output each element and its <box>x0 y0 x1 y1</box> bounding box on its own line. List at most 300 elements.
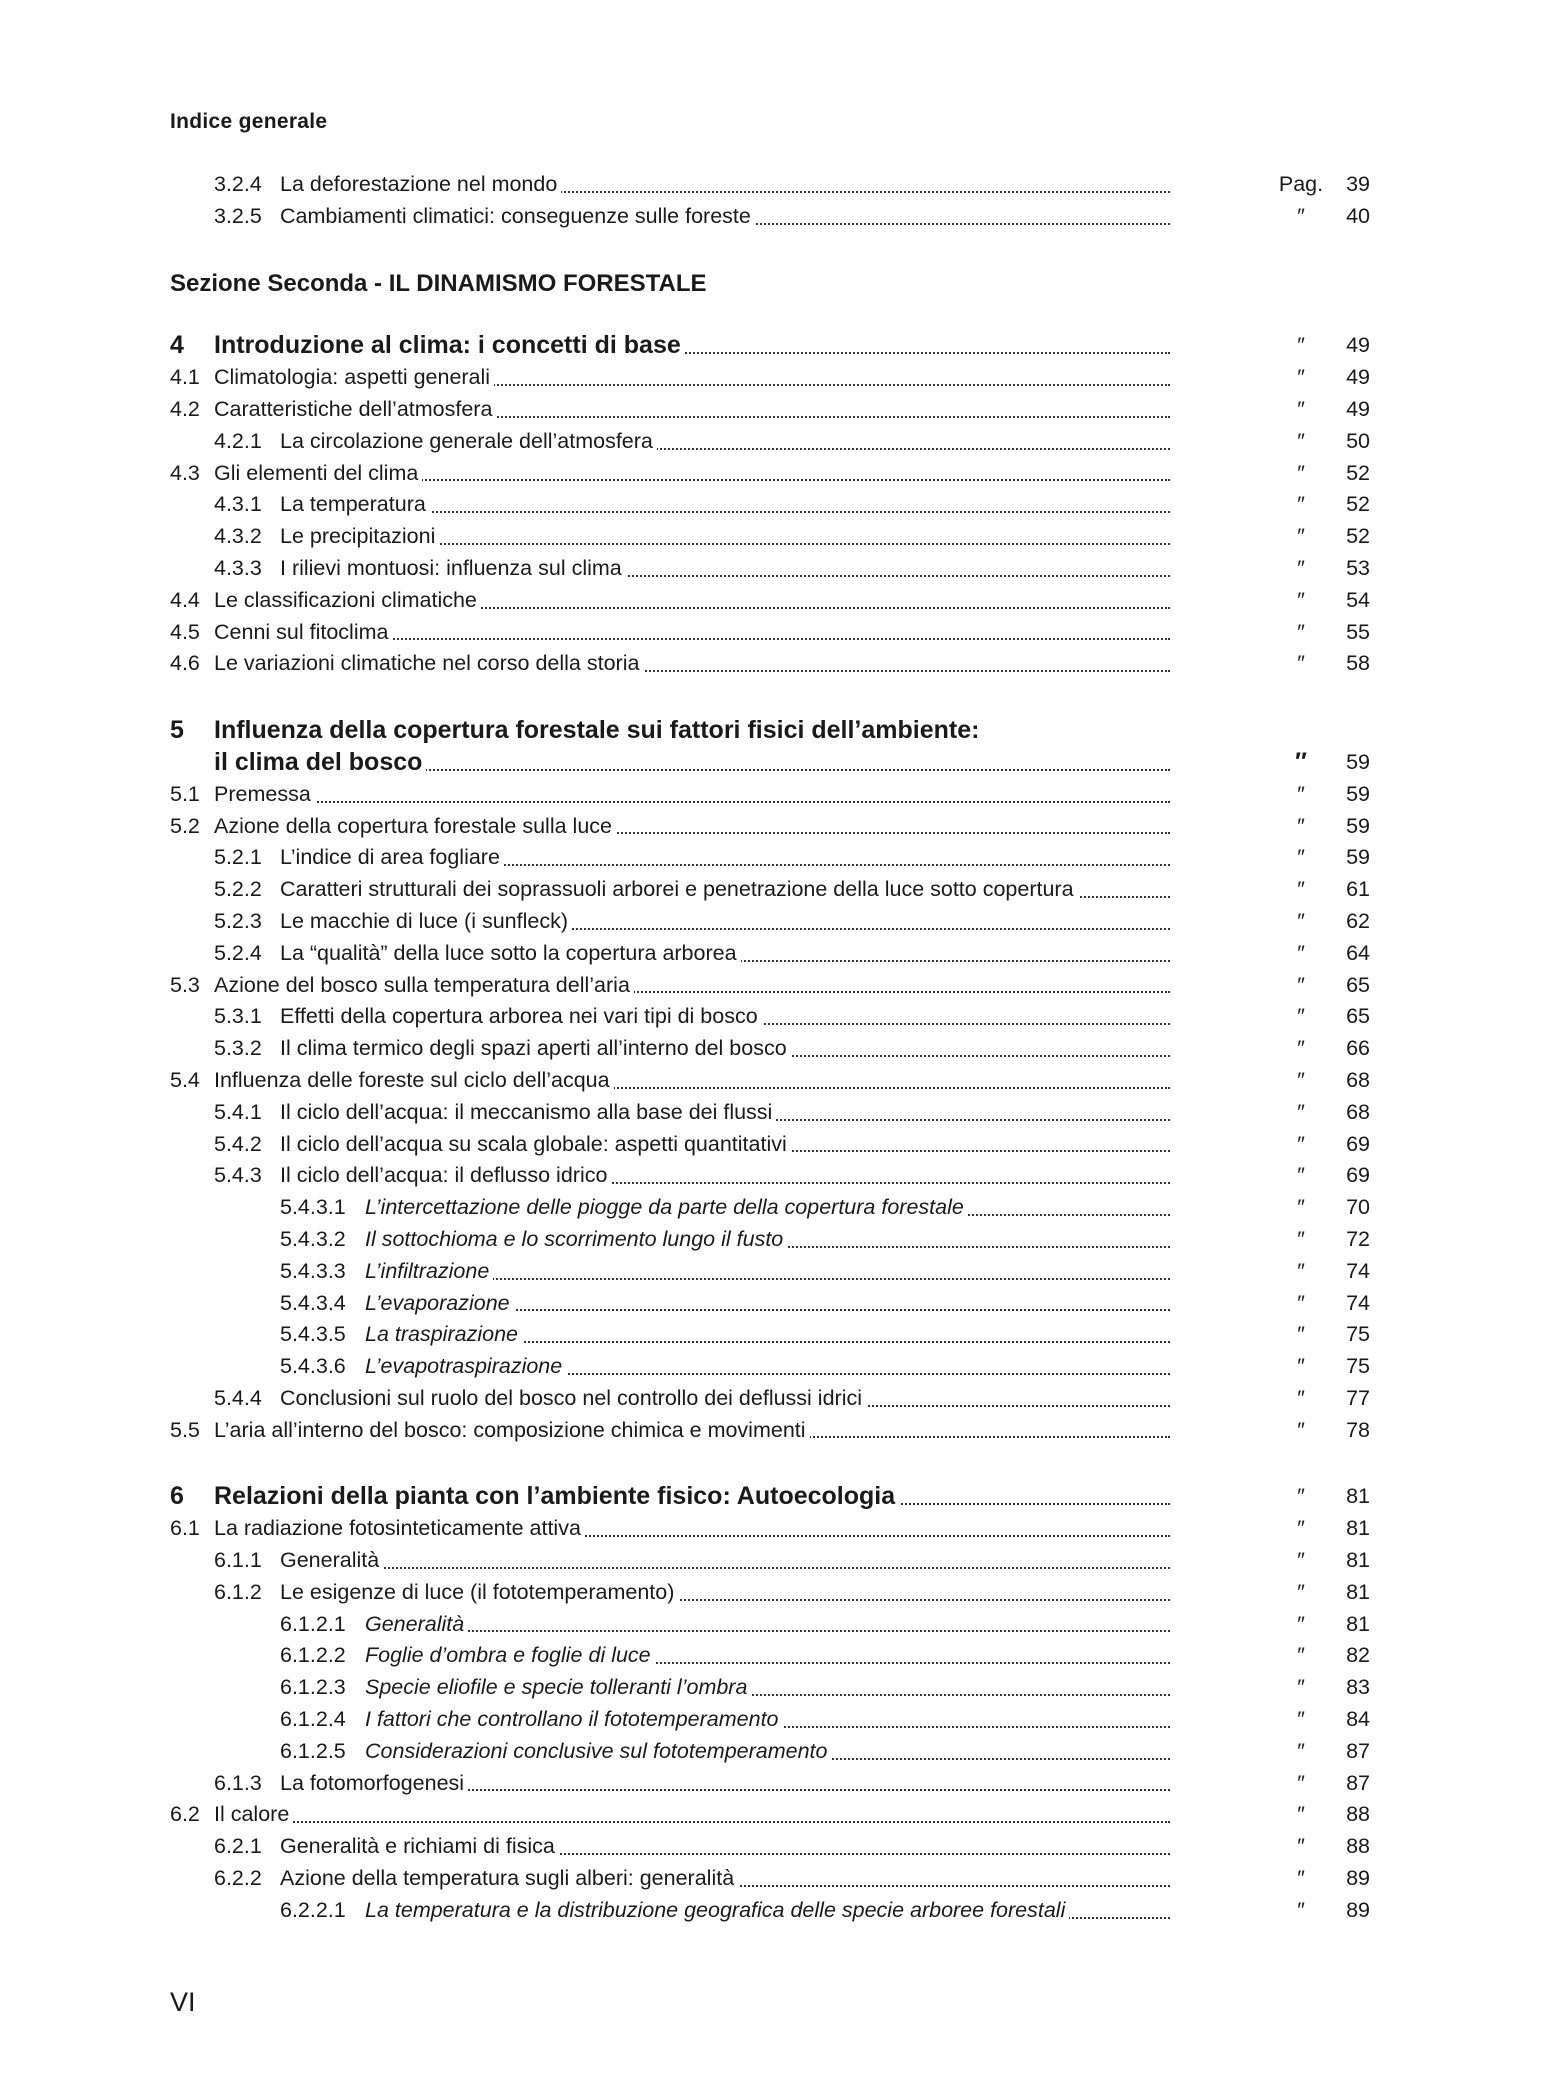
entry-number: 5.4.1 <box>214 1099 262 1124</box>
entry-number: 6.2 <box>170 1802 200 1827</box>
pag-label: ″ <box>1297 1195 1305 1220</box>
toc-entry <box>170 1863 1370 1895</box>
entry-title-text: il clima del bosco <box>214 748 426 776</box>
page-number: 88 <box>1346 1834 1370 1859</box>
entry-title <box>280 426 1170 458</box>
page-number: 59 <box>1346 813 1370 838</box>
toc-entry <box>170 394 1370 426</box>
toc-entry <box>170 1097 1370 1129</box>
section-heading <box>170 268 1370 300</box>
entry-title <box>280 521 1170 553</box>
pag-label: ″ <box>1297 1258 1305 1283</box>
entry-title-text: Climatologia: aspetti generali <box>214 365 494 389</box>
entry-number: 4.4 <box>170 587 200 612</box>
entry-title <box>365 1256 1170 1288</box>
entry-title <box>214 617 1170 649</box>
pag-label: ″ <box>1297 333 1305 358</box>
entry-title-text: Considerazioni conclusive sul fototemperamento <box>365 1739 832 1763</box>
page-number: 81 <box>1346 1548 1370 1573</box>
pag-label: ″ <box>1297 396 1305 421</box>
page-number: 40 <box>1346 203 1370 228</box>
pag-label: ″ <box>1297 1226 1305 1251</box>
entry-number: 6.1.3 <box>214 1770 262 1795</box>
entry-number: 4.5 <box>170 619 200 644</box>
entry-number: 5.4.4 <box>214 1385 262 1410</box>
toc-entry <box>170 1831 1370 1863</box>
pag-label: ″ <box>1297 1802 1305 1827</box>
page-number: 62 <box>1346 908 1370 933</box>
entry-number: 5.3 <box>170 972 200 997</box>
entry-title <box>280 1001 1170 1033</box>
entry-title-text: La temperatura <box>280 492 430 516</box>
entry-title-text: Le esigenze di luce (il fototemperamento) <box>280 1580 678 1604</box>
toc-entry <box>170 362 1370 394</box>
entry-number: 6.1.2.3 <box>280 1675 346 1700</box>
toc-entry <box>170 1001 1370 1033</box>
entry-number: 4.3.3 <box>214 555 262 580</box>
pag-label: ″ <box>1297 1738 1305 1763</box>
page-number: 58 <box>1346 651 1370 676</box>
entry-title <box>280 1545 1170 1577</box>
toc-entry <box>170 1672 1370 1704</box>
entry-title <box>280 553 1170 585</box>
entry-title-text: Generalità <box>280 1548 383 1572</box>
entry-title-text: Gli elementi del clima <box>214 461 422 485</box>
entry-number: 6.1.2.4 <box>280 1707 346 1732</box>
entry-title-text: Il ciclo dell’acqua: il deflusso idrico <box>280 1163 611 1187</box>
dot-leader <box>214 801 1170 803</box>
entry-title <box>214 970 1170 1002</box>
entry-title <box>280 1863 1170 1895</box>
toc-entry <box>170 1481 1370 1513</box>
entry-title <box>365 1224 1170 1256</box>
entry-number: 5.5 <box>170 1417 200 1442</box>
entry-title-text: Il clima termico degli spazi aperti all’interno del bosco <box>280 1036 791 1060</box>
entry-title <box>280 169 1170 201</box>
entry-title <box>214 1799 1170 1831</box>
toc-entry <box>170 1513 1370 1545</box>
toc-entry <box>170 1577 1370 1609</box>
page-number: 59 <box>1346 845 1370 870</box>
entry-title-text: La circolazione generale dell’atmosfera <box>280 429 657 453</box>
pag-label: ″ <box>1297 877 1305 902</box>
pag-label: ″ <box>1297 1099 1305 1124</box>
toc-entry <box>170 169 1370 201</box>
entry-title-text: L’indice di area fogliare <box>280 845 504 869</box>
toc-entry <box>170 970 1370 1002</box>
page-number: 55 <box>1346 619 1370 644</box>
toc-entry <box>170 906 1370 938</box>
entry-number: 5.4.3.3 <box>280 1258 346 1283</box>
toc-entry <box>170 458 1370 490</box>
entry-title-text: Il calore <box>214 1802 293 1826</box>
page-number: 65 <box>1346 1004 1370 1029</box>
entry-title <box>214 1415 1170 1447</box>
entry-number: 6.1.2.1 <box>280 1611 346 1636</box>
entry-number: 5.4.3.6 <box>280 1354 346 1379</box>
toc-entry <box>170 521 1370 553</box>
page-number: 49 <box>1346 333 1370 358</box>
page-number: 72 <box>1346 1226 1370 1251</box>
pag-label: ″ <box>1297 1643 1305 1668</box>
toc-entry <box>170 1192 1370 1224</box>
pag-label: ″ <box>1297 1036 1305 1061</box>
entry-title-text: Influenza delle foreste sul ciclo dell’acqua <box>214 1068 614 1092</box>
entry-title <box>280 1831 1170 1863</box>
entry-number: 6.1.2 <box>214 1579 262 1604</box>
page-number: 87 <box>1346 1770 1370 1795</box>
entry-title <box>214 779 1170 811</box>
pag-label: ″ <box>1297 1770 1305 1795</box>
toc-entry <box>170 842 1370 874</box>
toc-entry <box>170 874 1370 906</box>
pag-label: ″ <box>1297 845 1305 870</box>
page-number: 52 <box>1346 492 1370 517</box>
pag-label: ″ <box>1297 365 1305 390</box>
entry-title-text: L’aria all’interno del bosco: composizione chimica e movimenti <box>214 1418 810 1442</box>
page-number: 66 <box>1346 1036 1370 1061</box>
toc-chapter-5 <box>170 747 1370 1447</box>
pag-label: ″ <box>1297 1834 1305 1859</box>
pag-label: ″ <box>1297 1579 1305 1604</box>
toc-chapter-4 <box>170 330 1370 680</box>
entry-number: 3.2.5 <box>214 203 262 228</box>
entry-number: 5.2.4 <box>214 940 262 965</box>
entry-number: 5.4.3.4 <box>280 1290 346 1315</box>
toc-entry <box>170 1288 1370 1320</box>
entry-number: 5.4.3.1 <box>280 1195 346 1220</box>
toc-entry <box>170 1415 1370 1447</box>
toc-entry <box>170 1065 1370 1097</box>
entry-title <box>280 938 1170 970</box>
page-number: 49 <box>1346 365 1370 390</box>
page-number: 84 <box>1346 1707 1370 1732</box>
entry-number: 5.2.3 <box>214 908 262 933</box>
entry-title <box>365 1351 1170 1383</box>
entry-title <box>365 1192 1170 1224</box>
entry-title-text: I rilievi montuosi: influenza sul clima <box>280 556 626 580</box>
dot-leader <box>365 1630 1170 1632</box>
pag-label: ″ <box>1297 651 1305 676</box>
page-number: 89 <box>1346 1897 1370 1922</box>
toc-entry <box>170 1799 1370 1831</box>
entry-number: 5.2 <box>170 813 200 838</box>
entry-title <box>214 394 1170 426</box>
pag-label: ″ <box>1297 908 1305 933</box>
page-number: 88 <box>1346 1802 1370 1827</box>
entry-title <box>214 362 1170 394</box>
entry-number: 6 <box>170 1482 184 1511</box>
entry-number: 4.2 <box>170 396 200 421</box>
page-number: 70 <box>1346 1195 1370 1220</box>
entry-number: 5.4.3.5 <box>280 1322 346 1347</box>
entry-title <box>365 1736 1170 1768</box>
pag-label: ″ <box>1297 781 1305 806</box>
entry-number: 5.2.1 <box>214 845 262 870</box>
toc-group-top <box>170 169 1370 233</box>
pag-label: ″ <box>1297 972 1305 997</box>
pag-label: ″ <box>1297 460 1305 485</box>
entry-number: 4 <box>170 331 184 360</box>
entry-title <box>214 648 1170 680</box>
page-number: 69 <box>1346 1163 1370 1188</box>
entry-number: 5.4.2 <box>214 1131 262 1156</box>
toc-entry <box>170 1640 1370 1672</box>
entry-title <box>365 1672 1170 1704</box>
pag-label: ″ <box>1297 619 1305 644</box>
entry-title-text: Foglie d’ombra e foglie di luce <box>365 1643 655 1667</box>
pag-label: ″ <box>1297 1067 1305 1092</box>
entry-title-text: La fotomorfogenesi <box>280 1771 468 1795</box>
entry-title <box>214 1513 1170 1545</box>
entry-title <box>214 585 1170 617</box>
page-number: 81 <box>1346 1611 1370 1636</box>
entry-title-text: Azione della temperatura sugli alberi: generalità <box>280 1866 738 1890</box>
page-number: 53 <box>1346 555 1370 580</box>
page-number: 82 <box>1346 1643 1370 1668</box>
entry-title-text: Il ciclo dell’acqua su scala globale: aspetti quantitativi <box>280 1132 791 1156</box>
entry-number: 4.3 <box>170 460 200 485</box>
entry-number: 5.4.3.2 <box>280 1226 346 1251</box>
page-number: 68 <box>1346 1099 1370 1124</box>
entry-title-text: Cenni sul fitoclima <box>214 620 392 644</box>
toc-entry <box>170 1704 1370 1736</box>
page-number: 61 <box>1346 877 1370 902</box>
table-of-contents <box>170 169 1370 1927</box>
page-number: 50 <box>1346 428 1370 453</box>
entry-title-text: L’evapotraspirazione <box>365 1354 566 1378</box>
chapter-title: Influenza della copertura forestale sui fattori fisici dell’ambiente: <box>214 716 980 745</box>
page-number: 74 <box>1346 1290 1370 1315</box>
page-number: 78 <box>1346 1417 1370 1442</box>
entry-title <box>214 1481 1170 1513</box>
entry-title-text: Il ciclo dell’acqua: il meccanismo alla base dei flussi <box>280 1100 776 1124</box>
spacer <box>170 299 1370 330</box>
entry-title-text: L’evaporazione <box>365 1291 514 1315</box>
entry-title <box>214 458 1170 490</box>
page-folio: VI <box>170 1987 196 2017</box>
toc-entry <box>170 553 1370 585</box>
entry-number: 6.1.1 <box>214 1548 262 1573</box>
entry-title <box>365 1640 1170 1672</box>
spacer <box>170 1446 1370 1481</box>
entry-number: 5.2.2 <box>214 877 262 902</box>
entry-title-text: Cambiamenti climatici: conseguenze sulle foreste <box>280 204 755 228</box>
entry-number: 4.3.2 <box>214 524 262 549</box>
page-number: 49 <box>1346 396 1370 421</box>
entry-title <box>280 1160 1170 1192</box>
toc-entry <box>170 1609 1370 1641</box>
entry-title <box>280 906 1170 938</box>
toc-entry <box>170 1383 1370 1415</box>
entry-title-text: Premessa <box>214 782 315 806</box>
page-number: 83 <box>1346 1675 1370 1700</box>
entry-title-text: Azione del bosco sulla temperatura dell’aria <box>214 973 634 997</box>
pag-label: ″ <box>1295 747 1307 776</box>
page-number: 87 <box>1346 1738 1370 1763</box>
entry-title-text: Caratteristiche dell’atmosfera <box>214 397 496 421</box>
entry-title-text: Azione della copertura forestale sulla luce <box>214 814 616 838</box>
pag-label: ″ <box>1297 1385 1305 1410</box>
toc-entry <box>170 426 1370 458</box>
pag-label: ″ <box>1297 428 1305 453</box>
entry-number: 4.2.1 <box>214 428 262 453</box>
pag-label: ″ <box>1297 1548 1305 1573</box>
page-number: 81 <box>1346 1516 1370 1541</box>
entry-number: 3.2.4 <box>214 172 262 196</box>
entry-title <box>280 1768 1170 1800</box>
toc-entry <box>170 1351 1370 1383</box>
pag-label: ″ <box>1297 1866 1305 1891</box>
entry-title-text: Introduzione al clima: i concetti di base <box>214 331 685 359</box>
entry-number: 6.1.2.2 <box>280 1643 346 1668</box>
toc-entry <box>170 811 1370 843</box>
chapter-5-heading <box>170 715 1370 747</box>
pag-label: ″ <box>1297 940 1305 965</box>
toc-entry <box>170 617 1370 649</box>
entry-title <box>280 842 1170 874</box>
entry-number: 5.4 <box>170 1067 200 1092</box>
toc-entry <box>170 585 1370 617</box>
pag-label: ″ <box>1297 587 1305 612</box>
entry-title-text: Relazioni della pianta con l’ambiente fisico: Autoecologia <box>214 1482 899 1510</box>
entry-title <box>214 811 1170 843</box>
pag-label: ″ <box>1297 813 1305 838</box>
page-number: 52 <box>1346 460 1370 485</box>
pag-label: ″ <box>1297 1004 1305 1029</box>
entry-title <box>365 1319 1170 1351</box>
entry-number: 6.1.2.5 <box>280 1738 346 1763</box>
entry-title-text: Caratteri strutturali dei soprassuoli arborei e penetrazione della luce sotto copertura <box>280 877 1078 901</box>
pag-label: ″ <box>1297 524 1305 549</box>
page-number: 54 <box>1346 587 1370 612</box>
page-number: 52 <box>1346 524 1370 549</box>
page-number: 39 <box>1346 172 1370 196</box>
entry-number: 5.1 <box>170 781 200 806</box>
toc-entry <box>170 648 1370 680</box>
entry-title <box>280 874 1170 906</box>
pag-label: ″ <box>1297 1322 1305 1347</box>
running-head: Indice generale <box>170 110 328 133</box>
toc-entry <box>170 489 1370 521</box>
entry-title-text: L’intercettazione delle piogge da parte della copertura forestale <box>365 1195 968 1219</box>
entry-number: 4.3.1 <box>214 492 262 517</box>
entry-title <box>214 330 1170 362</box>
pag-label: ″ <box>1297 1354 1305 1379</box>
entry-title-text: Effetti della copertura arborea nei vari tipi di bosco <box>280 1004 762 1028</box>
dot-leader <box>214 1821 1170 1823</box>
toc-entry <box>170 1768 1370 1800</box>
entry-number: 4.6 <box>170 651 200 676</box>
page-number: 59 <box>1346 749 1370 774</box>
toc-entry <box>170 938 1370 970</box>
page-number: 81 <box>1346 1579 1370 1604</box>
entry-title <box>280 1097 1170 1129</box>
chapter-number: 5 <box>170 716 184 745</box>
toc-entry <box>170 1033 1370 1065</box>
entry-title <box>280 201 1170 233</box>
toc-entry <box>170 201 1370 233</box>
entry-title <box>214 1065 1170 1097</box>
entry-number: 6.2.2 <box>214 1866 262 1891</box>
page-number: 59 <box>1346 781 1370 806</box>
entry-title-text: Le macchie di luce (i sunfleck) <box>280 909 572 933</box>
entry-title-text: La deforestazione nel mondo <box>280 172 561 196</box>
toc-entry <box>170 747 1370 779</box>
page-number: 89 <box>1346 1866 1370 1891</box>
entry-title <box>365 1609 1170 1641</box>
entry-title <box>365 1704 1170 1736</box>
pag-label: ″ <box>1297 1484 1305 1509</box>
pag-label: ″ <box>1297 1707 1305 1732</box>
pag-label: ″ <box>1297 1897 1305 1922</box>
page-number: 65 <box>1346 972 1370 997</box>
entry-number: 4.1 <box>170 365 200 390</box>
section-title: Sezione Seconda - IL DINAMISMO FORESTALE <box>170 269 707 297</box>
entry-title-text: Le variazioni climatiche nel corso della storia <box>214 651 643 675</box>
entry-title <box>280 1577 1170 1609</box>
entry-number: 6.1 <box>170 1516 200 1541</box>
entry-title <box>365 1895 1170 1927</box>
pag-label: ″ <box>1297 1516 1305 1541</box>
entry-number: 6.2.1 <box>214 1834 262 1859</box>
entry-title <box>280 1033 1170 1065</box>
pag-label: ″ <box>1297 555 1305 580</box>
entry-title <box>214 747 1170 779</box>
page-number: 75 <box>1346 1322 1370 1347</box>
pag-label: ″ <box>1297 203 1305 228</box>
entry-title-text: Conclusioni sul ruolo del bosco nel controllo dei deflussi idrici <box>280 1386 866 1410</box>
toc-entry <box>170 1160 1370 1192</box>
page-number: 69 <box>1346 1131 1370 1156</box>
toc-entry <box>170 330 1370 362</box>
page-number: 75 <box>1346 1354 1370 1379</box>
entry-title <box>365 1288 1170 1320</box>
entry-number: 5.3.1 <box>214 1004 262 1029</box>
page-number: 68 <box>1346 1067 1370 1092</box>
entry-title-text: Generalità e richiami di fisica <box>280 1834 559 1858</box>
entry-title-text: La traspirazione <box>365 1322 522 1346</box>
entry-title <box>280 489 1170 521</box>
entry-number: 6.2.2.1 <box>280 1897 346 1922</box>
pag-label: Pag. <box>1278 172 1324 196</box>
pag-label: ″ <box>1297 1163 1305 1188</box>
pag-label: ″ <box>1297 492 1305 517</box>
pag-label: ″ <box>1297 1417 1305 1442</box>
pag-label: ″ <box>1297 1290 1305 1315</box>
spacer <box>170 233 1370 268</box>
toc-entry <box>170 1256 1370 1288</box>
entry-title-text: La radiazione fotosinteticamente attiva <box>214 1516 585 1540</box>
page-number: 77 <box>1346 1385 1370 1410</box>
entry-title-text: La “qualità” della luce sotto la copertura arborea <box>280 941 741 965</box>
spacer <box>170 680 1370 715</box>
entry-title-text: La temperatura e la distribuzione geografica delle specie arboree forestali <box>365 1898 1069 1922</box>
entry-title-text: Specie eliofile e specie tolleranti l’ombra <box>365 1675 751 1699</box>
toc-entry <box>170 1224 1370 1256</box>
toc-entry <box>170 1895 1370 1927</box>
entry-title-text: Generalità <box>365 1612 468 1636</box>
toc-chapter-6 <box>170 1481 1370 1926</box>
page-number: 64 <box>1346 940 1370 965</box>
entry-title-text: Il sottochioma e lo scorrimento lungo il fusto <box>365 1227 787 1251</box>
dot-leader <box>280 1567 1170 1569</box>
entry-title-text: I fattori che controllano il fototemperamento <box>365 1707 783 1731</box>
entry-title <box>280 1129 1170 1161</box>
pag-label: ″ <box>1297 1611 1305 1636</box>
page-number: 74 <box>1346 1258 1370 1283</box>
entry-number: 5.4.3 <box>214 1163 262 1188</box>
